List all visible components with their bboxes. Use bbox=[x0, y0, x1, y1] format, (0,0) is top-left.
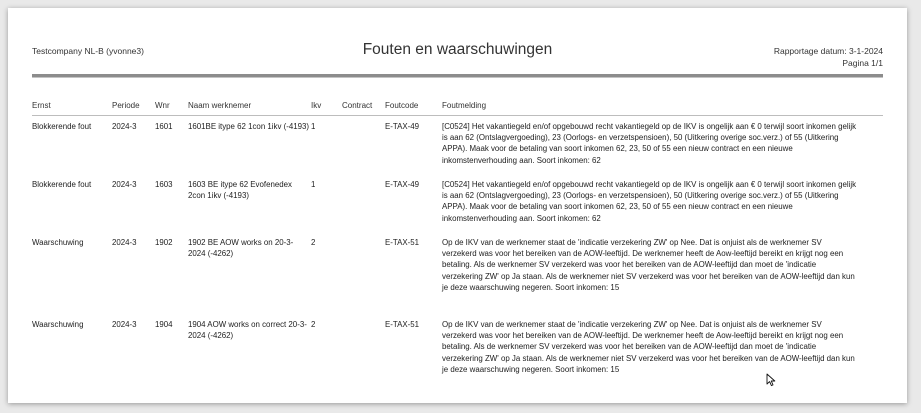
table-header-rule bbox=[32, 115, 883, 116]
cell-wnr: 1601 bbox=[155, 122, 173, 131]
col-foutcode: Foutcode bbox=[385, 101, 419, 110]
cell-foutmelding: Op de IKV van de werknemer staat de 'indicatie verzekering ZW' op Nee. Dat is onjuist als de werknemer SV verzekerd was voor het bereiken van de AOW-leeftijd. De werknemer heeft de Aow-leeftijd bereikt en krijgt nog een betaling. Als de werknemer SV verzekerd was voor het bereiken van de AOW-leeftijd dan moet de 'indicatie verzekering ZW' op Ja staan. Als de werknemer niet SV verzekerd was voor het bereiken van de AOW-leeftijd dan kun je deze waarschuwing negeren. Soort inkomen: 15 bbox=[442, 238, 855, 292]
col-ikv: Ikv bbox=[311, 101, 322, 110]
cell-ikv: 1 bbox=[311, 122, 316, 131]
cell-foutmelding: [C0524] Het vakantiegeld en/of opgebouwd recht vakantiegeld op de IKV is ongelijk aan € 0 terwijl soort inkomen gelijk is aan 62 (Ontslagvergoeding), 23 (Oorlogs- en verzetspensioen), 50 (Uitkering overige soc.verz.) of 55 (Uitkering APPA). Maak voor de betaling van soort inkomen 62, 23, 50 of 55 een nieuw contract en een nieuwe inkomstenverhouding aan. Soort inkomen: 62 bbox=[442, 122, 857, 165]
mouse-pointer-icon bbox=[766, 373, 778, 387]
col-naam: Naam werknemer bbox=[188, 101, 252, 110]
cell-naam: 1902 BE AOW works on 20-3-2024 (-4262) bbox=[188, 238, 294, 259]
cell-naam: 1904 AOW works on correct 20-3-2024 (-4262) bbox=[188, 320, 307, 341]
cell-ernst: Blokkerende fout bbox=[32, 180, 92, 189]
report-title: Fouten en waarschuwingen bbox=[362, 41, 553, 58]
col-periode: Periode bbox=[112, 101, 140, 110]
col-wnr: Wnr bbox=[155, 101, 170, 110]
cell-ikv: 2 bbox=[311, 238, 316, 247]
cell-wnr: 1603 bbox=[155, 180, 173, 189]
cell-naam: 1603 BE itype 62 Evofenedex 2con 1ikv (-4193) bbox=[188, 180, 292, 201]
cell-foutmelding: [C0524] Het vakantiegeld en/of opgebouwd recht vakantiegeld op de IKV is ongelijk aan € 0 terwijl soort inkomen gelijk is aan 62 (Ontslagvergoeding), 23 (Oorlogs- en verzetspensioen), 50 (Uitkering overige soc.verz.) of 55 (Uitkering APPA). Maak voor de betaling van soort inkomen 62, 23, 50 of 55 een nieuw contract en een nieuwe inkomstenverhouding aan. Soort inkomen: 62 bbox=[442, 180, 857, 223]
cell-foutcode: E-TAX-49 bbox=[385, 122, 420, 131]
cell-ikv: 1 bbox=[311, 180, 316, 189]
cell-ernst: Waarschuwing bbox=[32, 238, 84, 247]
cell-periode: 2024-3 bbox=[112, 122, 137, 131]
cell-ernst: Waarschuwing bbox=[32, 320, 84, 329]
report-page bbox=[8, 8, 907, 403]
cell-foutcode: E-TAX-49 bbox=[385, 180, 420, 189]
cell-wnr: 1902 bbox=[155, 238, 173, 247]
cell-periode: 2024-3 bbox=[112, 238, 137, 247]
report-header bbox=[8, 8, 907, 88]
cell-foutmelding: Op de IKV van de werknemer staat de 'indicatie verzekering ZW' op Nee. Dat is onjuist als de werknemer SV verzekerd was voor het bereiken van de AOW-leeftijd. De werknemer heeft de Aow-leeftijd bereikt en krijgt nog een betaling. Als de werknemer SV verzekerd was voor het bereiken van de AOW-leeftijd dan moet de 'indicatie verzekering ZW' op Ja staan. Als de werknemer niet SV verzekerd was voor het bereiken van de AOW-leeftijd dan kun je deze waarschuwing negeren. Soort inkomen: 15 bbox=[442, 320, 855, 374]
cell-foutcode: E-TAX-51 bbox=[385, 238, 420, 247]
cell-foutcode: E-TAX-51 bbox=[385, 320, 420, 329]
col-ernst: Ernst bbox=[32, 101, 51, 110]
header-rule-shadow bbox=[32, 77, 883, 78]
cell-naam: 1601BE itype 62 1con 1ikv (-4193) bbox=[188, 122, 310, 131]
col-foutmelding: Foutmelding bbox=[442, 101, 487, 110]
cell-ernst: Blokkerende fout bbox=[32, 122, 92, 131]
cell-ikv: 2 bbox=[311, 320, 316, 329]
report-date: Rapportage datum: 3-1-2024 bbox=[773, 46, 883, 56]
company-name: Testcompany NL-B (yvonne3) bbox=[32, 46, 144, 56]
col-contract: Contract bbox=[342, 101, 373, 110]
cell-periode: 2024-3 bbox=[112, 180, 137, 189]
cell-wnr: 1904 bbox=[155, 320, 173, 329]
page-number: Pagina 1/1 bbox=[842, 58, 883, 68]
cell-periode: 2024-3 bbox=[112, 320, 137, 329]
